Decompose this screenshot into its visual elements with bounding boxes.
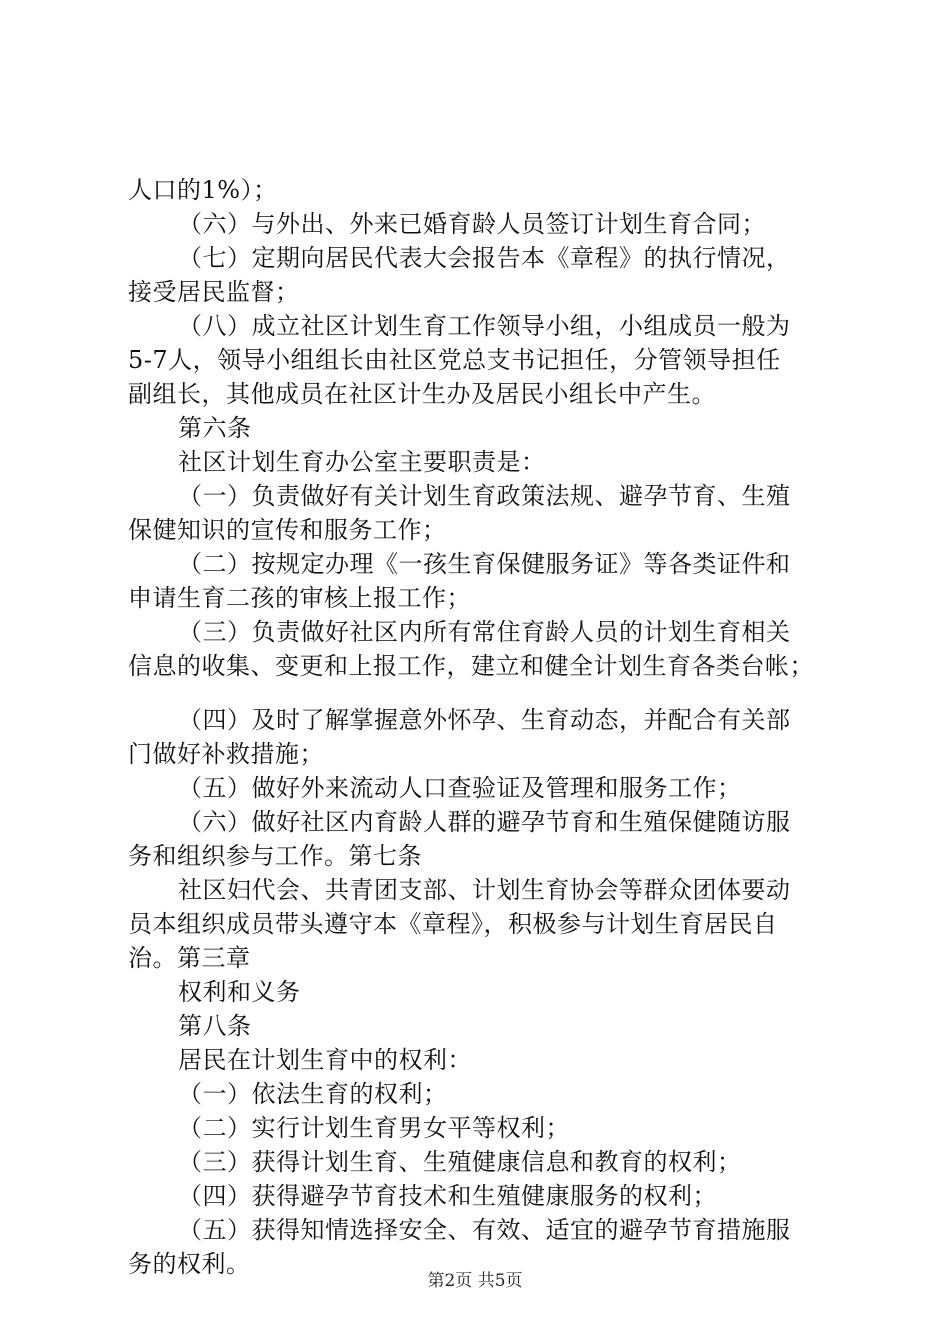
text-line: （三）负责做好社区内所有常住育龄人员的计划生育相关 — [178, 618, 791, 646]
text-line: 居民在计划生育中的权利： — [178, 1046, 472, 1074]
text-line: （四）及时了解掌握意外怀孕、生育动态，并配合有关部 — [178, 706, 791, 734]
list-item: （四）获得避孕节育技术和生殖健康服务的权利； — [178, 1182, 717, 1210]
text-line: 务和组织参与工作。第七条 — [128, 842, 422, 870]
text-line: 申请生育二孩的审核上报工作； — [128, 584, 471, 612]
list-item: （三）获得计划生育、生殖健康信息和教育的权利； — [178, 1148, 742, 1176]
list-item: （二）实行计划生育男女平等权利； — [178, 1114, 570, 1142]
text-line: （五）做好外来流动人口查验证及管理和服务工作； — [178, 774, 742, 802]
text-line: 5-7人，领导小组组长由社区党总支书记担任，分管领导担任 — [128, 346, 781, 374]
text-line: 员本组织成员带头遵守本《章程》，积极参与计划生育居民自 — [128, 910, 778, 938]
text-line: （六）做好社区内育龄人群的避孕节育和生殖保健随访服 — [178, 808, 791, 836]
list-item: （五）获得知情选择安全、有效、适宜的避孕节育措施服 — [178, 1216, 791, 1244]
document-body — [128, 173, 848, 1281]
article-heading: 第六条 — [178, 414, 252, 442]
article-heading: 第八条 — [178, 1012, 252, 1040]
text-line: （七）定期向居民代表大会报告本《章程》的执行情况， — [178, 244, 791, 272]
text-line: 信息的收集、变更和上报工作，建立和健全计划生育各类台帐； — [128, 652, 814, 680]
text-line: 副组长，其他成员在社区计生办及居民小组长中产生。 — [128, 380, 716, 408]
text-line: 社区妇代会、共青团支部、计划生育协会等群众团体要动 — [178, 876, 791, 904]
text-line: （八）成立社区计划生育工作领导小组，小组成员一般为 — [178, 312, 791, 340]
text-line: （一）负责做好有关计划生育政策法规、避孕节育、生殖 — [178, 482, 791, 510]
chapter-heading: 治。第三章 — [128, 944, 251, 972]
text-line: 门做好补救措施； — [128, 740, 324, 768]
page-number-footer: 第2页 共5页 — [427, 1271, 523, 1291]
text-line: 保健知识的宣传和服务工作； — [128, 516, 447, 544]
text-line: 务的权利。 — [128, 1250, 251, 1278]
section-title: 权利和义务 — [178, 978, 301, 1006]
text-line: （二）按规定办理《一孩生育保健服务证》等各类证件和 — [178, 550, 791, 578]
list-item: （一）依法生育的权利； — [178, 1080, 448, 1108]
text-line: 社区计划生育办公室主要职责是： — [178, 448, 546, 476]
text-line: （六）与外出、外来已婚育龄人员签订计划生育合同； — [178, 210, 766, 238]
text-line: 人口的1%）； — [128, 176, 278, 204]
text-line: 接受居民监督； — [128, 278, 300, 306]
